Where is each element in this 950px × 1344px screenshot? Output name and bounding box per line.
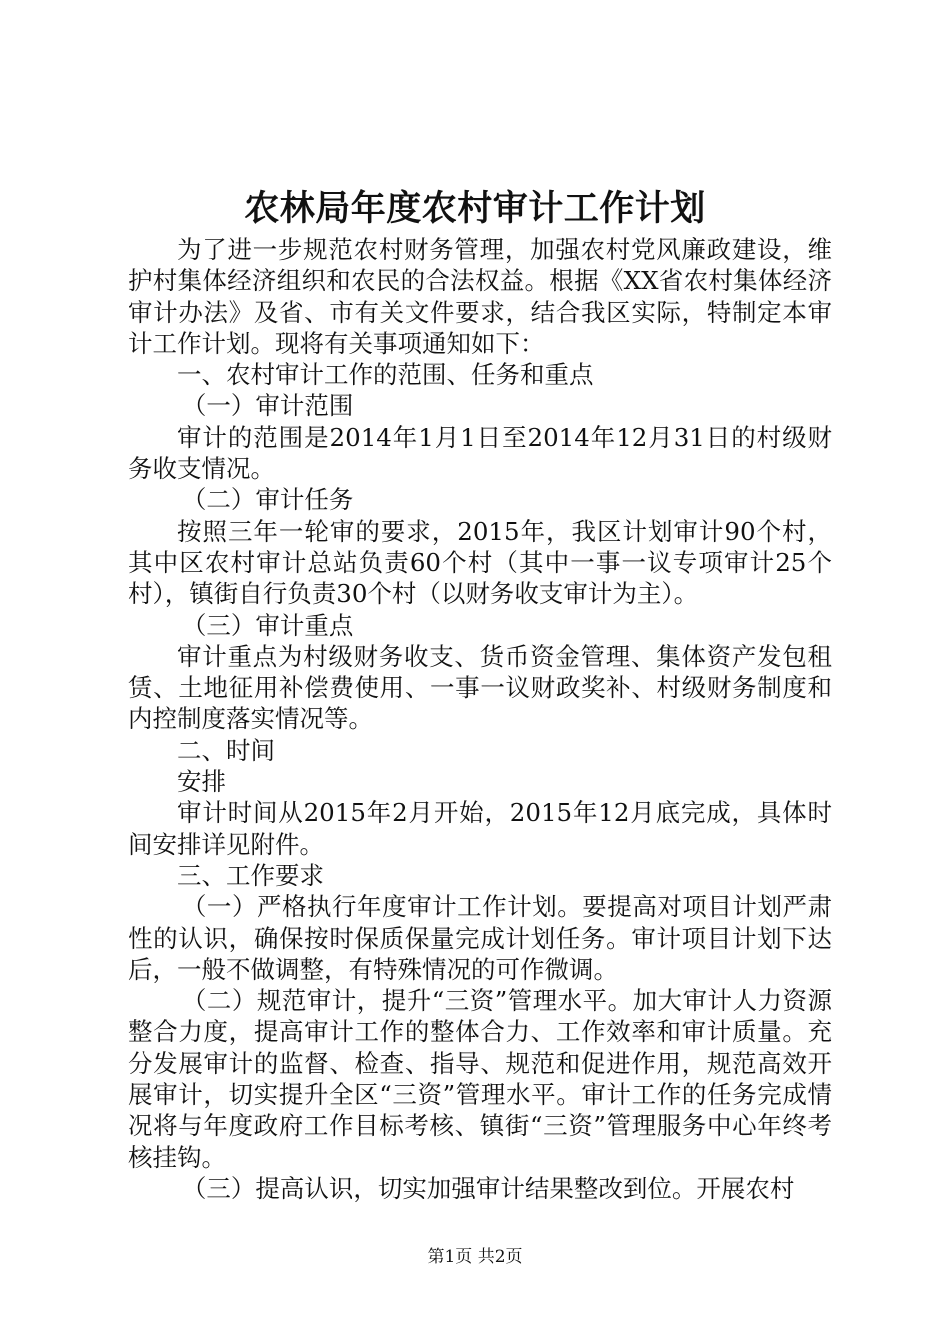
section-heading: 一、农村审计工作的范围、任务和重点 — [177, 360, 594, 390]
subsection-heading: （三）审计重点 — [181, 610, 354, 640]
section-heading: 二、时间 — [177, 735, 275, 765]
section-heading: 三、工作要求 — [177, 860, 324, 890]
paragraph: 安排 — [177, 767, 226, 797]
paragraph: （二）规范审计，提升“三资”管理水平。加大审计人力资源整合力度，提高审计工作的整体合力、工作效率和审计质量。充分发展审计的监督、检查、指导、规范和促进作用，规范高效开展审计，切实提升全区“三资”管理水平。审计工作的任务完成情况将与年度政府工作目标考核、镇街“三资”管理服务中心年终考核挂钩。 — [128, 986, 832, 1172]
subsection-heading: （一）审计范围 — [181, 391, 354, 421]
paragraph: 审计重点为村级财务收支、货币资金管理、集体资产发包租赁、土地征用补偿费使用、一事一议财政奖补、村级财务制度和内控制度落实情况等。 — [128, 641, 832, 734]
document-body — [128, 234, 832, 1204]
paragraph: （三）提高认识，切实加强审计结果整改到位。开展农村 — [181, 1173, 795, 1203]
paragraph: 审计时间从2015年2月开始，2015年12月底完成，具体时间安排详见附件。 — [128, 798, 832, 859]
paragraph: 为了进一步规范农村财务管理，加强农村党风廉政建设，维护村集体经济组织和农民的合法权益。根据《XX省农村集体经济审计办法》及省、市有关文件要求，结合我区实际，特制定本审计工作计划。现将有关事项通知如下： — [128, 235, 832, 358]
paragraph: （一）严格执行年度审计工作计划。要提高对项目计划严肃性的认识，确保按时保质保量完成计划任务。审计项目计划下达后，一般不做调整，有特殊情况的可作微调。 — [128, 892, 832, 984]
document-title: 农林局年度农村审计工作计划 — [244, 188, 706, 229]
paragraph: 审计的范围是2014年1月1日至2014年12月31日的村级财务收支情况。 — [128, 422, 832, 484]
subsection-heading: （二）审计任务 — [181, 485, 354, 515]
paragraph: 按照三年一轮审的要求，2015年，我区计划审计90个村，其中区农村审计总站负责60个村（其中一事一议专项审计25个村），镇街自行负责30个村（以财务收支审计为主）。 — [128, 516, 832, 609]
page-footer: 第1页 共2页 — [427, 1247, 523, 1267]
